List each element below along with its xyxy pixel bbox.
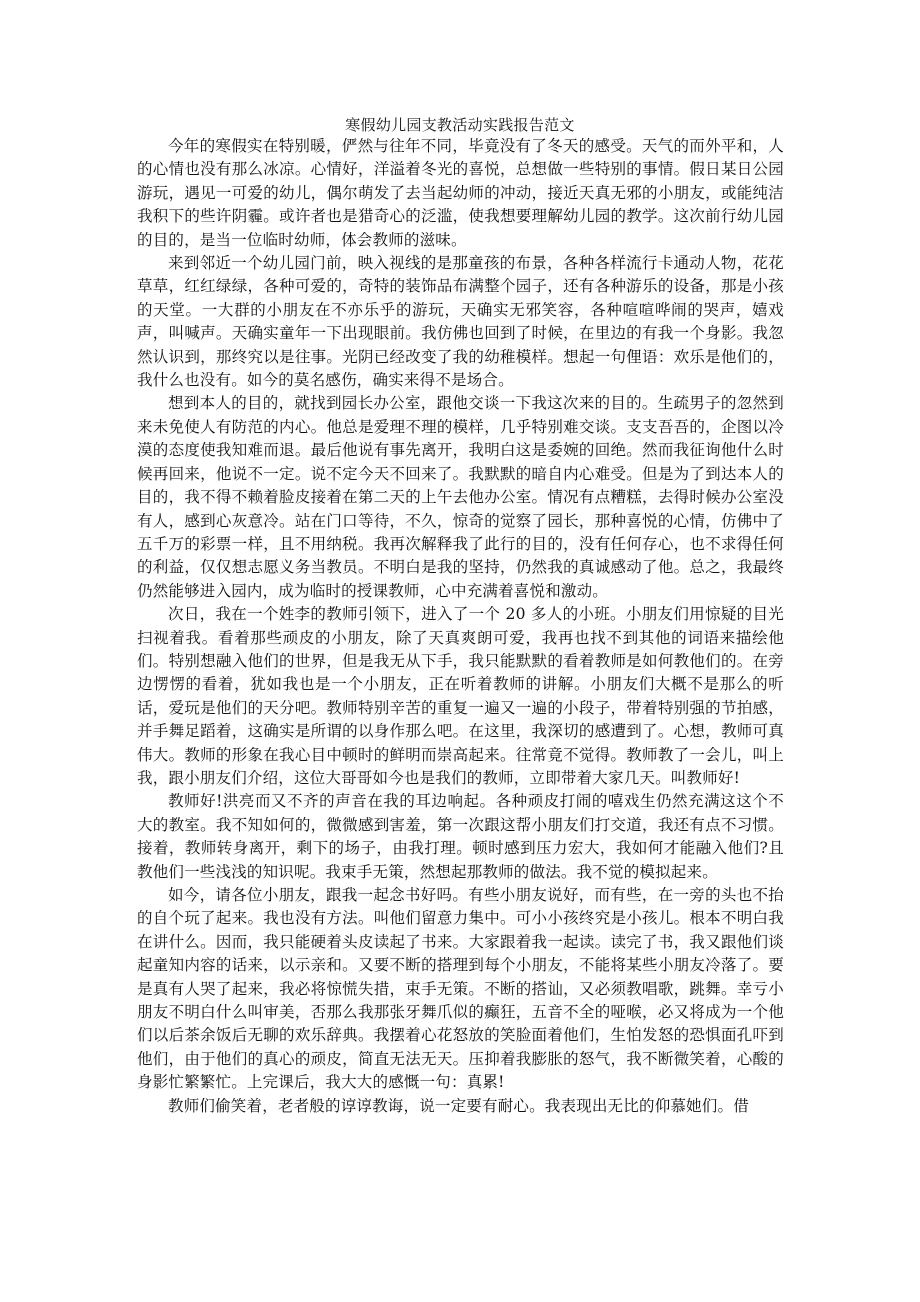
paragraph: 教师好!洪亮而又不齐的声音在我的耳边响起。各种顽皮打闹的嘻戏生仍然充满这这个不大的教室。我不知如何的，微微感到害羞，第一次跟这帮小朋友们打交道，我还有点不习惯。接着，教师转身离开，剩下的场子，由我打理。顿时感到压力宏大，我如何才能融入他们?且教他们一些浅浅的知识呢。我束手无策，然想起那教师的做法。我不觉的模拟起来。 (137, 792, 784, 881)
paragraph: 今年的寒假实在特别暖，俨然与往年不同，毕竟没有了冬天的感受。天气的而外平和，人的心情也没有那么冰凉。心情好，洋溢着冬光的喜悦，总想做一些特别的事情。假日某日公园游玩，遇见一可爱的幼儿，偶尔萌发了去当起幼师的冲动，接近天真无邪的小朋友，或能纯洁我积下的些许阴霾。或许者也是猎奇心的泛滥，使我想要理解幼儿园的教学。这次前行幼儿园的目的，是当一位临时幼师，体会教师的滋味。 (137, 137, 784, 249)
paragraph: 想到本人的目的，就找到园长办公室，跟他交谈一下我这次来的目的。生疏男子的忽然到来未免使人有防范的内心。他总是爱理不理的模样，几乎特别难交谈。支支吾吾的，企图以冷漠的态度使我知难而退。最后他说有事先离开，我明白这是委婉的回绝。然而我征询他什么时候再回来，他说不一定。说不定今天不回来了。我默默的暗自内心难受。但是为了到达本人的目的，我不得不赖着脸皮接着在第二天的上午去他办公室。情况有点糟糕，去得时候办公室没有人，感到心灰意冷。站在门口等待，不久，惊奇的觉察了园长，那种喜悦的心情，仿佛中了五千万的彩票一样，且不用纳税。我再次解释我了此行的目的，没有任何存心，也不求得任何的利益，仅仅想志愿义务当教员。不明白是我的坚持，仍然我的真诚感动了他。总之，我最终仍然能够进入园内，成为临时的授课教师，心中充满着喜悦和激动。 (137, 394, 784, 600)
document-body (137, 135, 784, 1118)
paragraph: 如今，请各位小朋友，跟我一起念书好吗。有些小朋友说好，而有些，在一旁的头也不抬的自个玩了起来。我也没有方法。叫他们留意力集中。可小小孩终究是小孩儿。根本不明白我在讲什么。因而，我只能硬着头皮读起了书来。大家跟着我一起读。读完了书，我又跟他们谈起童知内容的话来，以示亲和。又要不断的搭理到每个小朋友，不能将某些小朋友冷落了。要是真有人哭了起来，我必将惊慌失措，束手无策。不断的搭讪，又必须教唱歌，跳舞。幸亏小朋友不明白什么叫审美，否那么我那张牙舞爪似的癫狂，五音不全的哑喉，必又将成为一个他们以后茶余饭后无聊的欢乐辞典。我摆着心花怒放的笑脸面着他们，生怕发怒的恐惧面孔吓到他们，由于他们的真心的顽皮，简直无法无天。压抑着我膨胀的怒气，我不断微笑着，心酸的身影忙繁繁忙。上完课后，我大大的感慨一句：真累! (137, 886, 784, 1092)
paragraph: 教师们偷笑着，老者般的谆谆教诲，说一定要有耐心。我表现出无比的仰慕她们。借 (168, 1096, 749, 1115)
document-title: 寒假幼儿园支教活动实践报告范文 (345, 116, 575, 134)
paragraph: 来到邻近一个幼儿园门前，映入视线的是那童孩的布景，各种各样流行卡通动人物，花花草草，红红绿绿，各种可爱的，奇特的装饰品布满整个园子，还有各种游乐的设备，那是小孩的天堂。一大群的小朋友在不亦乐乎的游玩，天确实无邪笑容，各种喧喧哗闹的哭声，嬉戏声，叫喊声。天确实童年一下出现眼前。我仿佛也回到了时候，在里边的有我一个身影。我忽然认识到，那终究以是往事。光阴已经改变了我的幼稚模样。想起一句俚语：欢乐是他们的，我什么也没有。如今的莫名感伤，确实来得不是场合。 (137, 254, 784, 390)
paragraph: 次日，我在一个姓李的教师引领下，进入了一个 20 多人的小班。小朋友们用惊疑的目光扫视着我。看着那些顽皮的小朋友，除了天真爽朗可爱，我再也找不到其他的词语来描绘他们。特别想融入他们的世界，但是我无从下手，我只能默默的看着教师是如何教他们的。在旁边愣愣的看着，犹如我也是一个小朋友，正在听着教师的讲解。小朋友们大概不是那么的听话，爱玩是他们的天分吧。教师特别辛苦的重复一遍又一遍的小段子，带着特别强的节拍感，并手舞足蹈着，这确实是所谓的以身作那么吧。在这里，我深切的感遭到了。心想，教师可真伟大。教师的形象在我心目中顿时的鲜明而崇高起来。往常竟不觉得。教师教了一会儿，叫上我，跟小朋友们介绍，这位大哥哥如今也是我们的教师，立即带着大家几天。叫教师好! (137, 605, 784, 787)
